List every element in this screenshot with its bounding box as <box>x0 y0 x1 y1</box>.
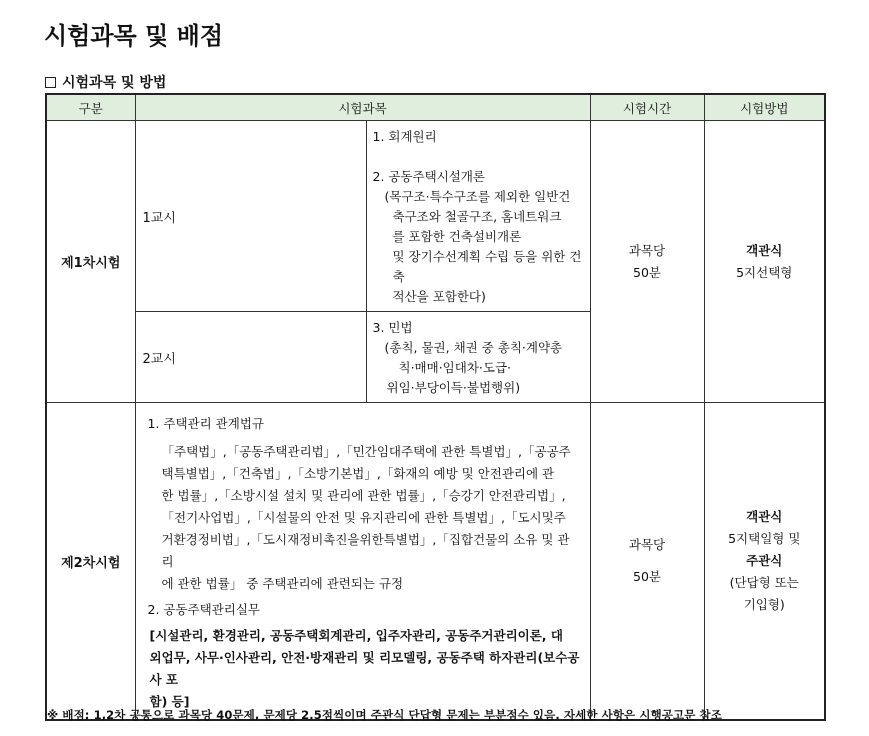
practice-detail-line: [시설관리, 환경관리, 공동주택회계관리, 입주자관리, 공동주거관리이론, 대 <box>149 628 563 643</box>
square-bullet-icon <box>45 77 56 88</box>
round1-method-line: 5지선택형 <box>736 264 793 280</box>
law-list-line: 에 관한 법률」 중 주택관리에 관련되는 규정 <box>161 576 404 591</box>
exam-subjects-table <box>45 93 826 721</box>
round2-method-line: 주관식 <box>746 553 783 568</box>
law-list-line: 「주택법」,「공동주택관리법」,「민간임대주택에 관한 특별법」,「공공주 <box>161 444 571 459</box>
subject-civil-law: 3. 민법 <box>372 320 413 335</box>
header-category: 구분 <box>46 94 135 121</box>
law-list-line: 거환경정비법」,「도시재정비촉진을위한특별법」,「집합건물의 소유 및 관리 <box>161 532 570 569</box>
subject-detail-line: 칙·매매·임대차·도급· <box>398 360 511 375</box>
round1-time-line: 과목당 <box>628 242 666 258</box>
round2-label: 제2차시험 <box>46 403 135 721</box>
subject-detail-line: (목구조·특수구조를 제외한 일반건 <box>384 189 571 204</box>
round2-method-line: 객관식 <box>746 509 783 524</box>
subject-detail-line: 를 포함한 건축설비개론 <box>392 229 522 244</box>
subject-detail-line: 위임·부당이득·불법행위) <box>386 380 521 395</box>
law-list-line: 택특별법」,「건축법」,「소방기본법」,「화재의 예방 및 안전관리에 관 <box>161 466 555 481</box>
round2-method-line: 기입형) <box>743 597 785 612</box>
round1-period1-subjects <box>366 121 590 312</box>
round1-time-line: 50분 <box>633 264 661 280</box>
subject-housing-law: 1. 주택관리 관계법규 <box>147 416 264 431</box>
section-heading-label: 시험과목 및 방법 <box>62 75 167 91</box>
subject-housing-practice: 2. 공동주택관리실무 <box>147 602 260 617</box>
subject-detail-line: 및 장기수선계획 수립 등을 위한 건축 <box>392 249 582 284</box>
table-row <box>46 121 825 312</box>
practice-detail-line: 함) 등] <box>149 694 190 709</box>
round1-method <box>704 121 825 403</box>
round1-label: 제1차시험 <box>46 121 135 403</box>
page-title: 시험과목 및 배점 <box>44 22 223 50</box>
round1-period1-label: 1교시 <box>135 121 366 312</box>
header-subjects: 시험과목 <box>135 94 590 121</box>
round1-period2-subjects <box>366 312 590 403</box>
header-time: 시험시간 <box>590 94 704 121</box>
subject-detail-line: 축구조와 철골구조, 홈네트워크 <box>392 209 562 224</box>
section-heading <box>45 72 166 92</box>
round2-subjects <box>135 403 590 721</box>
header-method: 시험방법 <box>704 94 825 121</box>
subject-detail-line: (총칙, 물권, 채권 중 총칙·계약총 <box>384 340 563 355</box>
round1-time <box>590 121 704 403</box>
scoring-footnote: ※ 배점: 1,2차 공통으로 과목당 40문제, 문제당 2.5점씩이며 주관식 단답형 문제는 부분점수 있음. 자세한 사항은 시행공고문 참조 <box>47 708 722 722</box>
subject-housing-facilities: 2. 공동주택시설개론 <box>372 169 485 184</box>
round2-method-line: (단답형 또는 <box>729 575 799 590</box>
practice-detail-line: 외업무, 사무·인사관리, 안전·방재관리 및 리모델링, 공동주택 하자관리(보수공사 포 <box>149 650 580 687</box>
round2-method-line: 5지택일형 및 <box>728 531 801 546</box>
table-header-row <box>46 94 825 121</box>
round2-time <box>590 403 704 721</box>
subject-detail-line: 적산을 포함한다) <box>392 289 486 304</box>
subject-accounting: 1. 회계원리 <box>372 129 437 144</box>
round1-period2-label: 2교시 <box>135 312 366 403</box>
round2-method <box>704 403 825 721</box>
round2-time-line: 50분 <box>633 569 661 584</box>
law-list-line: 한 법률」,「소방시설 설치 및 관리에 관한 법률」,「승강기 안전관리법」, <box>161 488 566 503</box>
table-row <box>46 403 825 721</box>
round2-time-line: 과목당 <box>628 537 666 552</box>
round1-method-line: 객관식 <box>746 242 783 258</box>
law-list-line: 「전기사업법」,「시설물의 안전 및 유지관리에 관한 특별법」,「도시및주 <box>161 510 566 525</box>
